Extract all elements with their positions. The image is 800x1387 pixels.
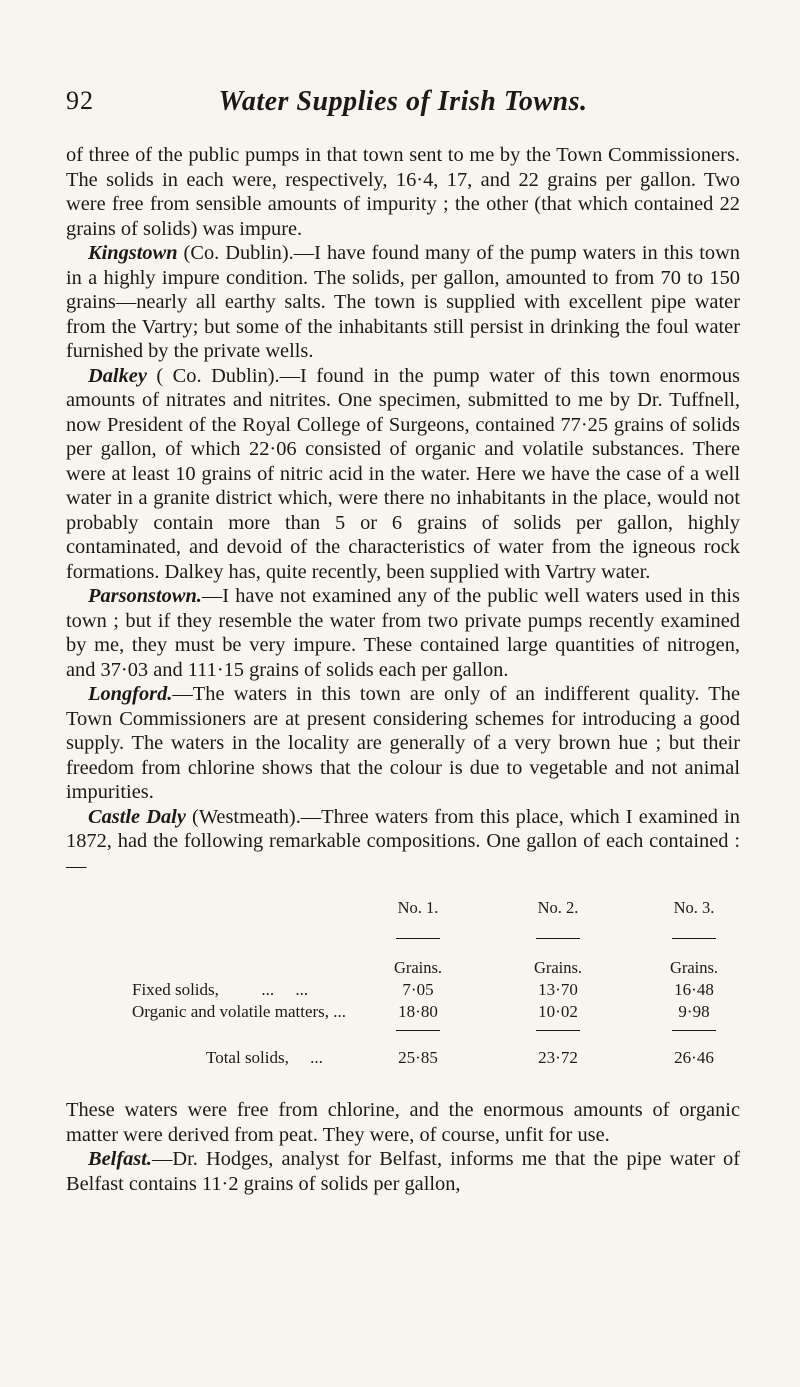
column-header-no1: No. 1. — [397, 898, 439, 917]
cell-value: 16·48 — [674, 980, 714, 999]
column-header-no3: No. 3. — [673, 898, 715, 917]
cell-total: 26·46 — [674, 1048, 714, 1067]
row-label-organic: Organic and volatile matters, ... — [132, 1002, 347, 1021]
row-label-total: Total solids, ... — [206, 1048, 323, 1067]
composition-table — [66, 898, 740, 1078]
tail-text — [66, 1098, 740, 1196]
header-rule — [396, 938, 440, 939]
paragraph-castle-daly — [66, 805, 740, 879]
paragraph-belfast — [66, 1147, 740, 1196]
cell-value: 13·70 — [538, 980, 578, 999]
total-rule — [536, 1030, 580, 1031]
header-rule — [536, 938, 580, 939]
paragraph-longford — [66, 682, 740, 805]
running-title: Water Supplies of Irish Towns. — [218, 86, 588, 117]
cell-value: 9·98 — [678, 1002, 710, 1021]
place-name: Kingstown — [88, 242, 178, 264]
place-name: Belfast. — [88, 1148, 152, 1170]
paragraph-kingstown — [66, 241, 740, 364]
cell-total: 25·85 — [398, 1048, 438, 1067]
cell-value: 7·05 — [402, 980, 434, 999]
page-number: 92 — [66, 86, 94, 115]
paragraph-text: ( Co. Dublin).—I found in the pump water of this town enormous amounts of nitrates and nitrites. One specimen, submitted to me by Dr. Tuffnell, now President of the Royal College of Surgeons, contained 77·25 grains of solids per gallon, of which 22·06 consisted of organic and volatile substances. There were at least 10 grains of nitric acid in the water. Here we have the case of a well water in a granite district which, were there no inhabitants in the place, would not probably contain more than 5 or 6 grains of solids per gallon, highly contaminated, and devoid of the characteristics of water from the igneous rock formations. Dalkey has, quite recently, been supplied with Vartry water. — [66, 364, 740, 583]
paragraph-dalkey — [66, 364, 740, 585]
paragraph-text: —I have not examined any of the public well waters used in this town ; but if they resemble the water from two private pumps recently examined by me, they must be very impure. These contained large quantities of nitrogen, and 37·03 and 111·15 grains of solids each per gallon. — [66, 585, 740, 681]
unit-label: Grains. — [533, 958, 583, 977]
paragraph-continuation: of three of the public pumps in that town sent to me by the Town Commissioners. The solids in each were, respectively, 16·4, 17, and 22 grains per gallon. Two were free from sensible amounts of impurity ; the other (that which contained 22 grains of solids) was impure. — [66, 144, 740, 240]
unit-label: Grains. — [393, 958, 443, 977]
place-name: Dalkey — [88, 364, 147, 387]
paragraph-text: (Westmeath).—Three waters from this place, which I examined in 1872, had the following remarkable compositions. One gallon of each contained :— — [66, 805, 740, 877]
page-header — [66, 86, 740, 126]
cell-total: 23·72 — [538, 1048, 578, 1067]
cell-value: 18·80 — [398, 1002, 438, 1021]
place-name: Parsonstown. — [88, 585, 202, 607]
total-rule — [396, 1030, 440, 1031]
paragraph-text: —Dr. Hodges, analyst for Belfast, informs me that the pipe water of Belfast contains 11·2 grains of solids per gallon, — [66, 1148, 740, 1195]
column-header-no2: No. 2. — [537, 898, 579, 917]
place-name: Castle Daly — [88, 805, 186, 828]
cell-value: 10·02 — [538, 1002, 578, 1021]
row-label-fixed-solids: Fixed solids, ... ... — [132, 980, 309, 999]
body-text — [66, 143, 740, 878]
paragraph-text: —The waters in this town are only of an indifferent quality. The Town Commissioners are at present considering schemes for introducing a good supply. The waters in the locality are generally of a very brown hue ; but their freedom from chlorine shows that the colour is due to vegetable and not animal impurities. — [66, 683, 740, 803]
paragraph-parsonstown — [66, 584, 740, 682]
total-rule — [672, 1030, 716, 1031]
paragraph-after-table: These waters were free from chlorine, and the enormous amounts of organic matter were derived from peat. They were, of course, unfit for use. — [66, 1099, 740, 1146]
unit-label: Grains. — [669, 958, 719, 977]
paragraph-text: (Co. Dublin).—I have found many of the pump waters in this town in a highly impure condition. The solids, per gallon, amounted to from 70 to 150 grains—nearly all earthy salts. The town is supplied with excellent pipe water from the Vartry; but some of the inhabitants still persist in drinking the foul water furnished by the private wells. — [66, 242, 740, 362]
header-rule — [672, 938, 716, 939]
place-name: Longford. — [88, 683, 173, 705]
